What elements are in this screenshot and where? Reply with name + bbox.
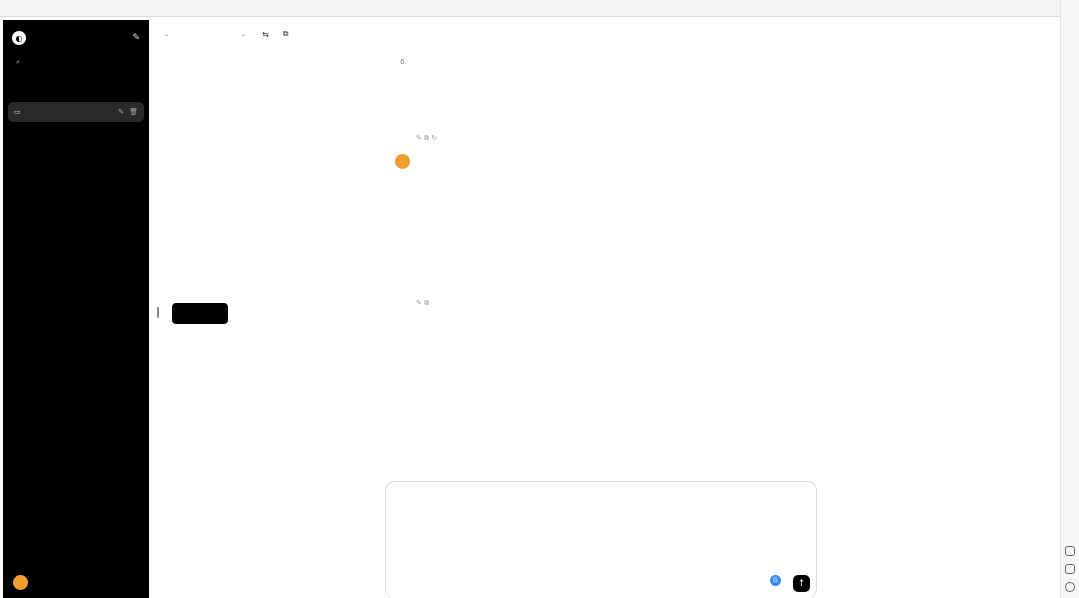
tooltip: [172, 303, 228, 324]
avatar: [395, 154, 410, 169]
list-number: 6.: [400, 57, 408, 66]
sidebar-toggle-handle[interactable]: [157, 307, 159, 318]
new-chat-button[interactable]: [12, 31, 32, 45]
chevron-down-icon[interactable]: ⌄: [164, 30, 170, 38]
top-toolbar: [158, 26, 288, 42]
extensions-bottom: [1065, 546, 1075, 592]
user-profile[interactable]: [13, 575, 35, 590]
send-button[interactable]: [793, 575, 810, 592]
edit-icon[interactable]: ✎ ⧉ ↻: [416, 134, 438, 142]
message-input[interactable]: [385, 481, 817, 598]
sidebar-header: [12, 30, 140, 46]
settings-icon[interactable]: ⇆: [262, 29, 269, 39]
avatar: [13, 575, 28, 590]
logo-icon: ◐: [12, 31, 26, 45]
sidebar: [3, 20, 149, 598]
edit-icon[interactable]: ✎ ⧉: [416, 299, 430, 307]
settings-icon[interactable]: [1065, 582, 1075, 592]
bookmarks-bar: [0, 0, 1060, 17]
copy-icon[interactable]: ⧉: [282, 29, 289, 38]
grammarly-icon[interactable]: G: [770, 575, 781, 586]
rename-icon[interactable]: ✎: [118, 108, 125, 116]
extensions-strip: [1060, 0, 1079, 598]
screen-icon[interactable]: [1065, 546, 1075, 556]
window-icon[interactable]: [1065, 564, 1075, 574]
delete-icon[interactable]: 🗑: [129, 108, 138, 116]
edit-icon[interactable]: ✎: [132, 33, 140, 43]
search-chats[interactable]: [16, 58, 26, 67]
list-item: [400, 54, 411, 70]
arrow-up-icon: ↑: [797, 578, 806, 589]
chat-list-item[interactable]: [8, 102, 144, 122]
chevron-down-icon[interactable]: ⌄: [241, 30, 247, 38]
chat-icon: ▭: [14, 108, 21, 116]
search-icon: ⌕: [16, 58, 20, 66]
